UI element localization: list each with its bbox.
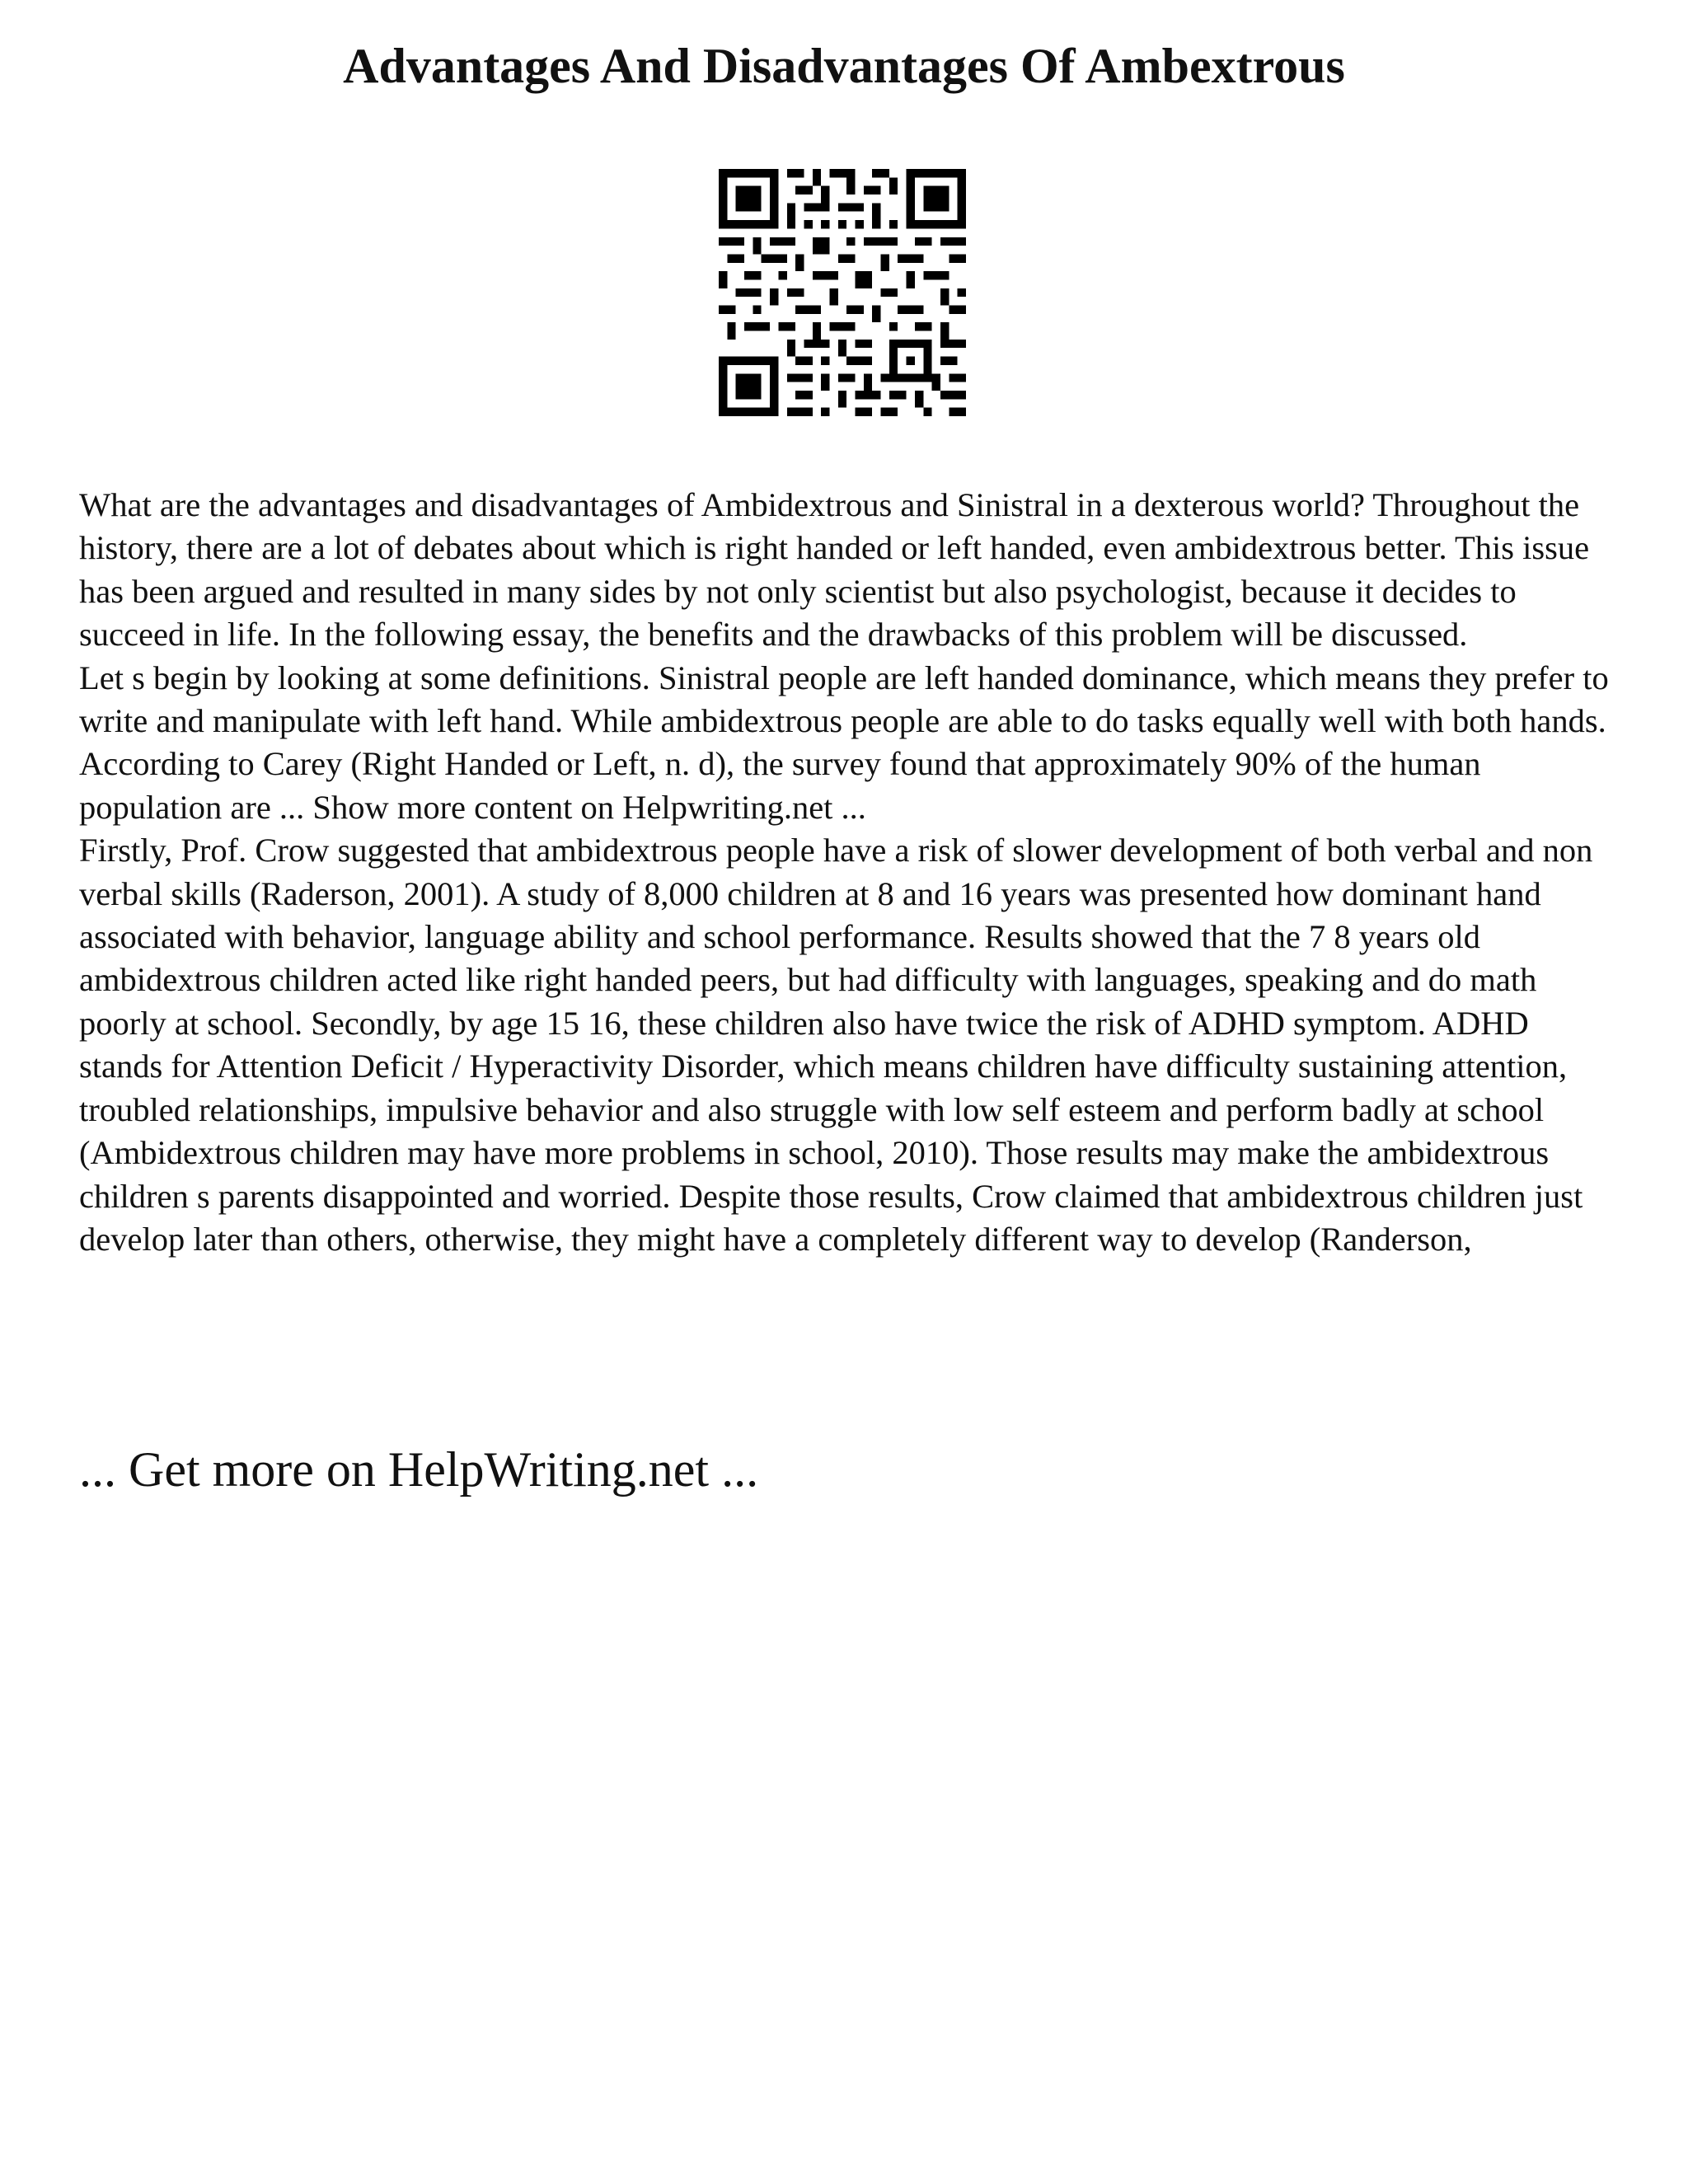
paragraph-disadvantages: Firstly, Prof. Crow suggested that ambidextrous people have a risk of slower development of both verbal and non verbal skills (Raderson, 2001). A study of 8,000 children at 8 and 16 years was presented how dominant hand associated with behavior, language ability and school performance. Results showed that the 7 8 years old ambidextrous children acted like right handed peers, but had difficulty with languages, speaking and do math poorly at school. Secondly, by age 15 16, these children also have twice the risk of ADHD symptom. ADHD stands for Attention Deficit / Hyperactivity Disorder, which means children have difficulty sustaining attention, troubled relationships, impulsive behavior and also struggle with low self esteem and perform badly at school (Ambidextrous children may have more problems in school, 2010). Those results may make the ambidextrous children s parents disappointed and worried. Despite those results, Crow claimed that ambidextrous children just develop later than others, otherwise, they might have a completely different way to develop (Randerson,	[79, 832, 1593, 1258]
qr-code-icon	[719, 169, 966, 416]
get-more-link[interactable]: ... Get more on HelpWriting.net ...	[79, 1442, 759, 1497]
paragraph-definitions: Let s begin by looking at some definitions. Sinistral people are left handed dominance, which means they prefer to write and manipulate with left hand. While ambidextrous people are able to do tasks equally well with both hands. According to Carey (Right Handed or Left, n. d), the survey found that approximately 90% of the human population are ... Show more content on Helpwriting.net ...	[79, 658, 1609, 826]
page-title: Advantages And Disadvantages Of Ambextrous	[343, 39, 1345, 93]
paragraph-intro: What are the advantages and disadvantages of Ambidextrous and Sinistral in a dexterous world? Throughout the history, there are a lot of debates about which is right handed or left handed, even ambidextrous better. This issue has been argued and resulted in many sides by not only scientist but also psychologist, because it decides to succeed in life. In the following essay, the benefits and the drawbacks of this problem will be discussed.	[79, 486, 1590, 654]
essay-body	[79, 484, 1620, 1261]
